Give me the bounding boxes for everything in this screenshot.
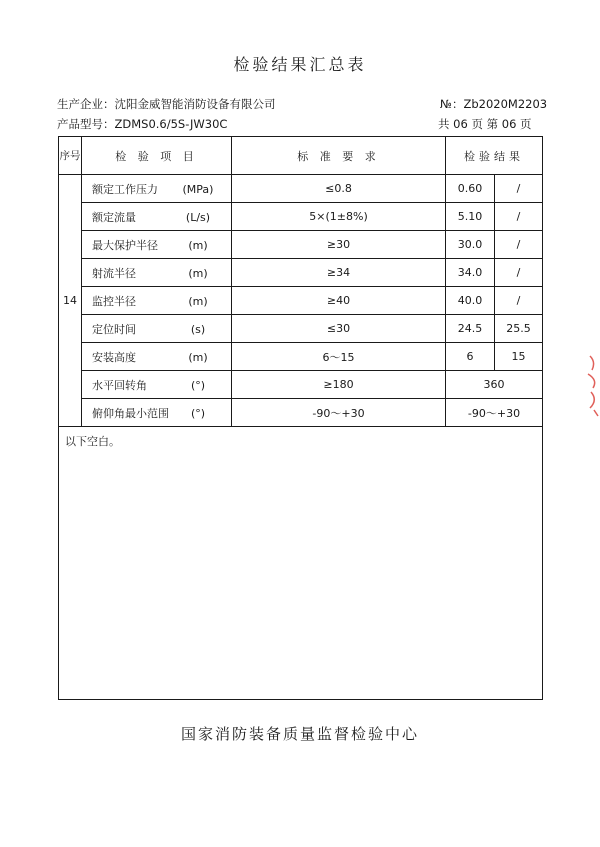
item-cell xyxy=(82,371,232,399)
item-cell xyxy=(82,287,232,315)
item-name: 最大保护半径 xyxy=(92,238,158,252)
item-cell xyxy=(82,315,232,343)
result-cell: 15 xyxy=(495,343,543,371)
result-cell: 40.0 xyxy=(446,287,495,315)
result-cell: 360 xyxy=(446,371,543,399)
standard-cell: ≥34 xyxy=(232,259,446,287)
standard-cell: ≤30 xyxy=(232,315,446,343)
standard-cell: ≥180 xyxy=(232,371,446,399)
item-cell xyxy=(82,343,232,371)
manufacturer-value: 沈阳金威智能消防设备有限公司 xyxy=(114,97,276,111)
stamp-edge-mark xyxy=(578,350,600,420)
results-table xyxy=(58,136,543,700)
report-number-value: Zb2020M2203 xyxy=(463,97,548,111)
standard-cell: -90～+30 xyxy=(232,399,446,427)
table-row xyxy=(59,259,543,287)
result-cell: 24.5 xyxy=(446,315,495,343)
item-name: 俯仰角最小范围 xyxy=(92,406,169,420)
model-line xyxy=(57,116,227,132)
result-cell: 0.60 xyxy=(446,175,495,203)
item-name: 额定工作压力 xyxy=(92,182,158,196)
item-name: 定位时间 xyxy=(92,322,136,336)
standard-cell: ≥40 xyxy=(232,287,446,315)
header-result: 检验结果 xyxy=(446,137,543,175)
blank-note: 以下空白。 xyxy=(59,427,543,700)
result-cell: 34.0 xyxy=(446,259,495,287)
item-cell xyxy=(82,399,232,427)
header-seq: 序号 xyxy=(59,137,82,175)
item-name: 额定流量 xyxy=(92,210,136,224)
header-standard: 标 准 要 求 xyxy=(232,137,446,175)
result-cell: / xyxy=(495,287,543,315)
item-cell xyxy=(82,231,232,259)
result-cell: 25.5 xyxy=(495,315,543,343)
item-unit: (m) xyxy=(188,238,208,252)
model-value: ZDMS0.6/5S-JW30C xyxy=(114,117,228,131)
standard-cell: ≥30 xyxy=(232,231,446,259)
report-number-label: №： xyxy=(440,97,464,111)
result-cell: / xyxy=(495,231,543,259)
item-unit: (m) xyxy=(188,266,208,280)
item-name: 水平回转角 xyxy=(92,378,147,392)
item-unit: (m) xyxy=(188,350,208,364)
report-number-line xyxy=(440,96,547,112)
sequence-number: 14 xyxy=(59,175,82,427)
header-item: 检 验 项 目 xyxy=(82,137,232,175)
result-cell: -90～+30 xyxy=(446,399,543,427)
item-unit: (L/s) xyxy=(185,210,211,224)
item-name: 安装高度 xyxy=(92,350,136,364)
table-row xyxy=(59,343,543,371)
item-cell xyxy=(82,259,232,287)
standard-cell: 5×(1±8%) xyxy=(232,203,446,231)
table-row xyxy=(59,287,543,315)
item-unit: (°) xyxy=(190,406,206,420)
result-cell: 5.10 xyxy=(446,203,495,231)
blank-row xyxy=(59,427,543,700)
item-unit: (s) xyxy=(190,322,206,336)
model-label: 产品型号： xyxy=(57,117,115,131)
item-unit: (MPa) xyxy=(182,182,214,196)
item-name: 监控半径 xyxy=(92,294,136,308)
manufacturer-label: 生产企业： xyxy=(57,97,115,111)
table-row xyxy=(59,399,543,427)
standard-cell: 6～15 xyxy=(232,343,446,371)
page-info: 共 06 页 第 06 页 xyxy=(438,117,532,131)
result-cell: 6 xyxy=(446,343,495,371)
item-unit: (°) xyxy=(190,378,206,392)
result-cell: / xyxy=(495,259,543,287)
item-name: 射流半径 xyxy=(92,266,136,280)
table-row xyxy=(59,315,543,343)
standard-cell: ≤0.8 xyxy=(232,175,446,203)
result-cell: / xyxy=(495,175,543,203)
page-title: 检验结果汇总表 xyxy=(233,55,367,74)
table-row xyxy=(59,175,543,203)
header-row xyxy=(59,137,543,175)
manufacturer-line xyxy=(57,96,276,112)
result-cell: / xyxy=(495,203,543,231)
table-row xyxy=(59,203,543,231)
item-unit: (m) xyxy=(188,294,208,308)
item-cell xyxy=(82,175,232,203)
table-row xyxy=(59,231,543,259)
result-cell: 30.0 xyxy=(446,231,495,259)
item-cell xyxy=(82,203,232,231)
issuer-footer: 国家消防装备质量监督检验中心 xyxy=(180,725,419,743)
table-row xyxy=(59,371,543,399)
